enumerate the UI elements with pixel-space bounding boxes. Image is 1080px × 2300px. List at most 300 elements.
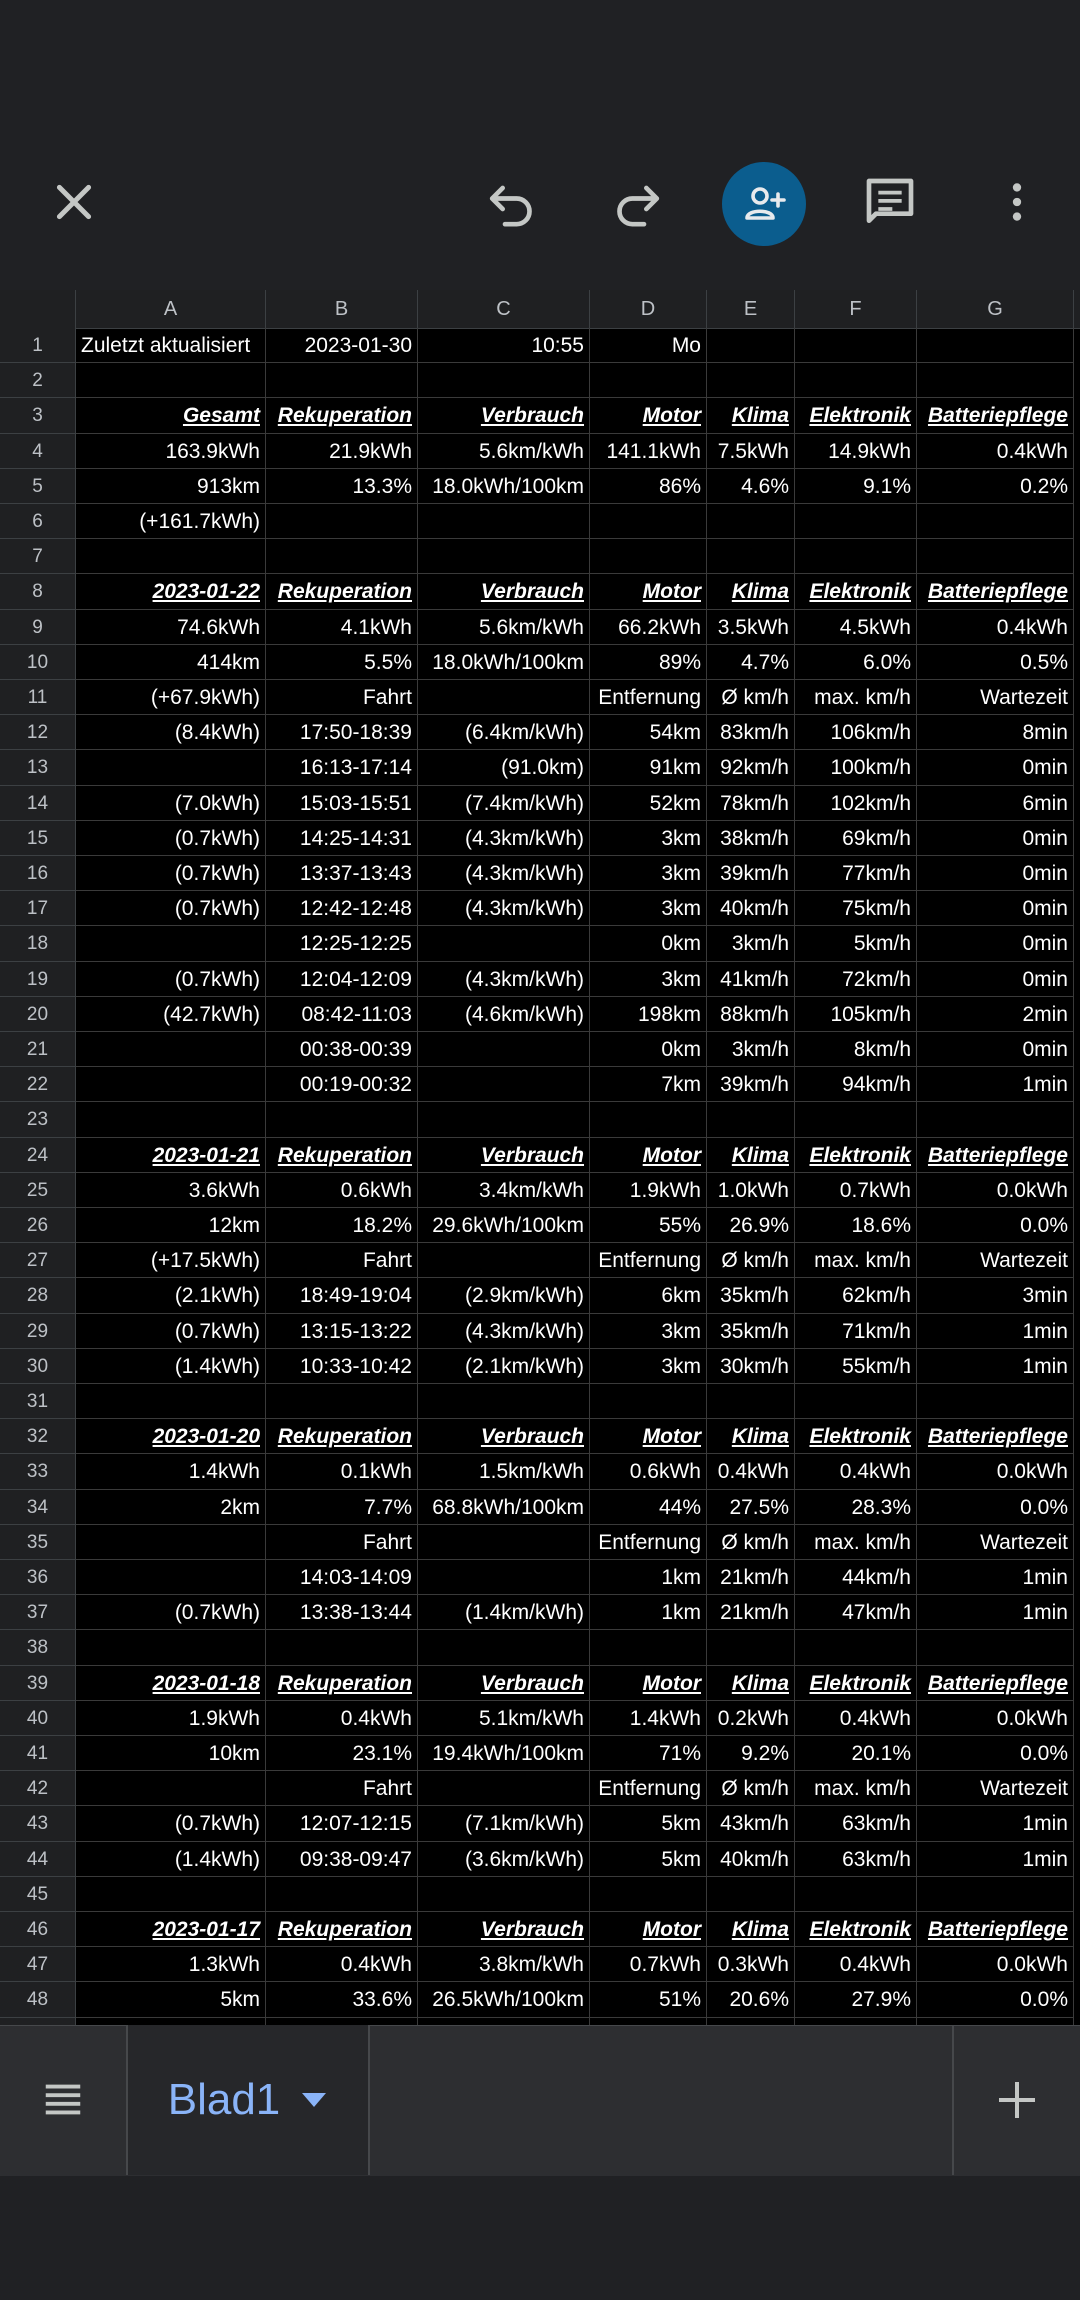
cell-f19[interactable]: 72km/h: [795, 962, 917, 997]
cell-e33[interactable]: 0.4kWh: [707, 1454, 795, 1489]
row-header[interactable]: 6: [0, 504, 76, 539]
cell-e20[interactable]: 88km/h: [707, 997, 795, 1032]
cell-b26[interactable]: 18.2%: [266, 1208, 418, 1243]
cell-f44[interactable]: 63km/h: [795, 1842, 917, 1877]
cell-g8[interactable]: Batteriepflege: [917, 574, 1074, 609]
row-header[interactable]: 4: [0, 434, 76, 469]
cell-c22[interactable]: [418, 1067, 590, 1102]
cell-g18[interactable]: 0min: [917, 926, 1074, 961]
cell-f40[interactable]: 0.4kWh: [795, 1701, 917, 1736]
cell-e11[interactable]: Ø km/h: [707, 680, 795, 715]
cell-f38[interactable]: [795, 1630, 917, 1665]
cell-e22[interactable]: 39km/h: [707, 1067, 795, 1102]
cell-e41[interactable]: 9.2%: [707, 1736, 795, 1771]
cell-f15[interactable]: 69km/h: [795, 821, 917, 856]
cell-b23[interactable]: [266, 1102, 418, 1137]
cell-f2[interactable]: [795, 363, 917, 398]
cell-e17[interactable]: 40km/h: [707, 891, 795, 926]
cell-g37[interactable]: 1min: [917, 1595, 1074, 1630]
all-sheets-button[interactable]: [0, 2025, 126, 2175]
cell-c6[interactable]: [418, 504, 590, 539]
cell-g22[interactable]: 1min: [917, 1067, 1074, 1102]
cell-g16[interactable]: 0min: [917, 856, 1074, 891]
cell-c31[interactable]: [418, 1384, 590, 1419]
cell-a21[interactable]: [76, 1032, 266, 1067]
cell-a29[interactable]: (0.7kWh): [76, 1314, 266, 1349]
cell-b45[interactable]: [266, 1877, 418, 1912]
cell-f23[interactable]: [795, 1102, 917, 1137]
cell-d36[interactable]: 1km: [590, 1560, 707, 1595]
cell-f21[interactable]: 8km/h: [795, 1032, 917, 1067]
row-header[interactable]: 33: [0, 1454, 76, 1489]
cell-e12[interactable]: 83km/h: [707, 715, 795, 750]
cell-b25[interactable]: 0.6kWh: [266, 1173, 418, 1208]
cell-e45[interactable]: [707, 1877, 795, 1912]
cell-a47[interactable]: 1.3kWh: [76, 1947, 266, 1982]
cell-b14[interactable]: 15:03-15:51: [266, 786, 418, 821]
cell-f42[interactable]: max. km/h: [795, 1771, 917, 1806]
column-header-b[interactable]: B: [266, 290, 418, 328]
cell-c10[interactable]: 18.0kWh/100km: [418, 645, 590, 680]
cell-g7[interactable]: [917, 539, 1074, 574]
row-header[interactable]: 34: [0, 1490, 76, 1525]
cell-f11[interactable]: max. km/h: [795, 680, 917, 715]
cell-g28[interactable]: 3min: [917, 1278, 1074, 1313]
cell-d16[interactable]: 3km: [590, 856, 707, 891]
cell-c36[interactable]: [418, 1560, 590, 1595]
cell-g21[interactable]: 0min: [917, 1032, 1074, 1067]
cell-a33[interactable]: 1.4kWh: [76, 1454, 266, 1489]
cell-f41[interactable]: 20.1%: [795, 1736, 917, 1771]
cell-d33[interactable]: 0.6kWh: [590, 1454, 707, 1489]
cell-c14[interactable]: (7.4km/kWh): [418, 786, 590, 821]
cell-f32[interactable]: Elektronik: [795, 1419, 917, 1454]
cell-f27[interactable]: max. km/h: [795, 1243, 917, 1278]
cell-c34[interactable]: 68.8kWh/100km: [418, 1490, 590, 1525]
cell-f37[interactable]: 47km/h: [795, 1595, 917, 1630]
cell-c39[interactable]: Verbrauch: [418, 1666, 590, 1701]
cell-e27[interactable]: Ø km/h: [707, 1243, 795, 1278]
cell-f39[interactable]: Elektronik: [795, 1666, 917, 1701]
column-header-f[interactable]: F: [795, 290, 917, 328]
cell-c4[interactable]: 5.6km/kWh: [418, 434, 590, 469]
cell-e29[interactable]: 35km/h: [707, 1314, 795, 1349]
cell-a28[interactable]: (2.1kWh): [76, 1278, 266, 1313]
cell-g33[interactable]: 0.0kWh: [917, 1454, 1074, 1489]
row-header[interactable]: 7: [0, 539, 76, 574]
cell-e7[interactable]: [707, 539, 795, 574]
cell-a9[interactable]: 74.6kWh: [76, 610, 266, 645]
cell-b24[interactable]: Rekuperation: [266, 1138, 418, 1173]
cell-e15[interactable]: 38km/h: [707, 821, 795, 856]
cell-e6[interactable]: [707, 504, 795, 539]
cell-e36[interactable]: 21km/h: [707, 1560, 795, 1595]
cell-a36[interactable]: [76, 1560, 266, 1595]
column-header-e[interactable]: E: [707, 290, 795, 328]
cell-g48[interactable]: 0.0%: [917, 1982, 1074, 2017]
cell-g19[interactable]: 0min: [917, 962, 1074, 997]
row-header[interactable]: 11: [0, 680, 76, 715]
cell-e40[interactable]: 0.2kWh: [707, 1701, 795, 1736]
cell-e19[interactable]: 41km/h: [707, 962, 795, 997]
cell-c18[interactable]: [418, 926, 590, 961]
cell-c26[interactable]: 29.6kWh/100km: [418, 1208, 590, 1243]
close-button[interactable]: [32, 160, 116, 244]
cell-f31[interactable]: [795, 1384, 917, 1419]
cell-e1[interactable]: [707, 328, 795, 363]
cell-f5[interactable]: 9.1%: [795, 469, 917, 504]
cell-g12[interactable]: 8min: [917, 715, 1074, 750]
cell-c5[interactable]: 18.0kWh/100km: [418, 469, 590, 504]
cell-c43[interactable]: (7.1km/kWh): [418, 1806, 590, 1841]
cell-d13[interactable]: 91km: [590, 750, 707, 785]
cell-g4[interactable]: 0.4kWh: [917, 434, 1074, 469]
cell-d14[interactable]: 52km: [590, 786, 707, 821]
cell-g20[interactable]: 2min: [917, 997, 1074, 1032]
cell-b41[interactable]: 23.1%: [266, 1736, 418, 1771]
cell-c40[interactable]: 5.1km/kWh: [418, 1701, 590, 1736]
cell-a18[interactable]: [76, 926, 266, 961]
cell-g42[interactable]: Wartezeit: [917, 1771, 1074, 1806]
row-header[interactable]: 47: [0, 1947, 76, 1982]
select-all-corner[interactable]: [0, 290, 76, 328]
cell-a17[interactable]: (0.7kWh): [76, 891, 266, 926]
cell-c11[interactable]: [418, 680, 590, 715]
cell-e18[interactable]: 3km/h: [707, 926, 795, 961]
cell-d18[interactable]: 0km: [590, 926, 707, 961]
cell-f46[interactable]: Elektronik: [795, 1912, 917, 1947]
row-header[interactable]: 20: [0, 997, 76, 1032]
cell-d23[interactable]: [590, 1102, 707, 1137]
cell-a8[interactable]: 2023-01-22: [76, 574, 266, 609]
cell-e47[interactable]: 0.3kWh: [707, 1947, 795, 1982]
cell-d8[interactable]: Motor: [590, 574, 707, 609]
cell-e37[interactable]: 21km/h: [707, 1595, 795, 1630]
row-header[interactable]: 9: [0, 610, 76, 645]
cell-d10[interactable]: 89%: [590, 645, 707, 680]
cell-b42[interactable]: Fahrt: [266, 1771, 418, 1806]
cell-a5[interactable]: 913km: [76, 469, 266, 504]
cell-b47[interactable]: 0.4kWh: [266, 1947, 418, 1982]
row-header[interactable]: 45: [0, 1877, 76, 1912]
cell-b19[interactable]: 12:04-12:09: [266, 962, 418, 997]
cell-f10[interactable]: 6.0%: [795, 645, 917, 680]
cell-d26[interactable]: 55%: [590, 1208, 707, 1243]
row-header[interactable]: 28: [0, 1278, 76, 1313]
cell-b48[interactable]: 33.6%: [266, 1982, 418, 2017]
cell-c45[interactable]: [418, 1877, 590, 1912]
cell-g5[interactable]: 0.2%: [917, 469, 1074, 504]
comment-button[interactable]: [848, 160, 932, 244]
row-header[interactable]: 25: [0, 1173, 76, 1208]
cell-b9[interactable]: 4.1kWh: [266, 610, 418, 645]
cell-a6[interactable]: (+161.7kWh): [76, 504, 266, 539]
cell-a4[interactable]: 163.9kWh: [76, 434, 266, 469]
cell-b31[interactable]: [266, 1384, 418, 1419]
cell-c8[interactable]: Verbrauch: [418, 574, 590, 609]
row-header[interactable]: 16: [0, 856, 76, 891]
cell-g41[interactable]: 0.0%: [917, 1736, 1074, 1771]
cell-b11[interactable]: Fahrt: [266, 680, 418, 715]
cell-e30[interactable]: 30km/h: [707, 1349, 795, 1384]
cell-d9[interactable]: 66.2kWh: [590, 610, 707, 645]
cell-e32[interactable]: Klima: [707, 1419, 795, 1454]
cell-b18[interactable]: 12:25-12:25: [266, 926, 418, 961]
cell-c47[interactable]: 3.8km/kWh: [418, 1947, 590, 1982]
cell-e39[interactable]: Klima: [707, 1666, 795, 1701]
row-header[interactable]: 37: [0, 1595, 76, 1630]
cell-g45[interactable]: [917, 1877, 1074, 1912]
cell-a14[interactable]: (7.0kWh): [76, 786, 266, 821]
cell-b13[interactable]: 16:13-17:14: [266, 750, 418, 785]
cell-b28[interactable]: 18:49-19:04: [266, 1278, 418, 1313]
cell-g32[interactable]: Batteriepflege: [917, 1419, 1074, 1454]
cell-g39[interactable]: Batteriepflege: [917, 1666, 1074, 1701]
row-header[interactable]: 10: [0, 645, 76, 680]
cell-b32[interactable]: Rekuperation: [266, 1419, 418, 1454]
cell-f36[interactable]: 44km/h: [795, 1560, 917, 1595]
row-header[interactable]: 14: [0, 786, 76, 821]
cell-d21[interactable]: 0km: [590, 1032, 707, 1067]
cell-d15[interactable]: 3km: [590, 821, 707, 856]
cell-f7[interactable]: [795, 539, 917, 574]
cell-b5[interactable]: 13.3%: [266, 469, 418, 504]
cell-d28[interactable]: 6km: [590, 1278, 707, 1313]
share-button[interactable]: [722, 162, 806, 246]
column-header-a[interactable]: A: [76, 290, 266, 328]
cell-a7[interactable]: [76, 539, 266, 574]
cell-a37[interactable]: (0.7kWh): [76, 1595, 266, 1630]
cell-c16[interactable]: (4.3km/kWh): [418, 856, 590, 891]
cell-g24[interactable]: Batteriepflege: [917, 1138, 1074, 1173]
cell-b2[interactable]: [266, 363, 418, 398]
cell-c13[interactable]: (91.0km): [418, 750, 590, 785]
cell-d39[interactable]: Motor: [590, 1666, 707, 1701]
cell-f20[interactable]: 105km/h: [795, 997, 917, 1032]
cell-e38[interactable]: [707, 1630, 795, 1665]
cell-a23[interactable]: [76, 1102, 266, 1137]
cell-f1[interactable]: [795, 328, 917, 363]
cell-d32[interactable]: Motor: [590, 1419, 707, 1454]
cell-g47[interactable]: 0.0kWh: [917, 1947, 1074, 1982]
spreadsheet-grid[interactable]: [0, 290, 1080, 2025]
cell-e4[interactable]: 7.5kWh: [707, 434, 795, 469]
row-header[interactable]: 48: [0, 1982, 76, 2017]
cell-c32[interactable]: Verbrauch: [418, 1419, 590, 1454]
cell-a32[interactable]: 2023-01-20: [76, 1419, 266, 1454]
cell-a26[interactable]: 12km: [76, 1208, 266, 1243]
cell-f29[interactable]: 71km/h: [795, 1314, 917, 1349]
cell-c2[interactable]: [418, 363, 590, 398]
cell-g46[interactable]: Batteriepflege: [917, 1912, 1074, 1947]
cell-d22[interactable]: 7km: [590, 1067, 707, 1102]
cell-e34[interactable]: 27.5%: [707, 1490, 795, 1525]
cell-f17[interactable]: 75km/h: [795, 891, 917, 926]
row-header[interactable]: 31: [0, 1384, 76, 1419]
cell-a19[interactable]: (0.7kWh): [76, 962, 266, 997]
cell-g30[interactable]: 1min: [917, 1349, 1074, 1384]
row-header[interactable]: 35: [0, 1525, 76, 1560]
cell-a40[interactable]: 1.9kWh: [76, 1701, 266, 1736]
cell-c30[interactable]: (2.1km/kWh): [418, 1349, 590, 1384]
cell-d34[interactable]: 44%: [590, 1490, 707, 1525]
row-header[interactable]: 38: [0, 1630, 76, 1665]
cell-e3[interactable]: Klima: [707, 398, 795, 433]
cell-f4[interactable]: 14.9kWh: [795, 434, 917, 469]
cell-e43[interactable]: 43km/h: [707, 1806, 795, 1841]
cell-a3[interactable]: Gesamt: [76, 398, 266, 433]
cell-g35[interactable]: Wartezeit: [917, 1525, 1074, 1560]
cell-f13[interactable]: 100km/h: [795, 750, 917, 785]
cell-a44[interactable]: (1.4kWh): [76, 1842, 266, 1877]
cell-c25[interactable]: 3.4km/kWh: [418, 1173, 590, 1208]
cell-c46[interactable]: Verbrauch: [418, 1912, 590, 1947]
row-header[interactable]: 13: [0, 750, 76, 785]
cell-f14[interactable]: 102km/h: [795, 786, 917, 821]
row-header[interactable]: 41: [0, 1736, 76, 1771]
cell-g11[interactable]: Wartezeit: [917, 680, 1074, 715]
row-header[interactable]: 30: [0, 1349, 76, 1384]
cell-e31[interactable]: [707, 1384, 795, 1419]
row-header[interactable]: 2: [0, 363, 76, 398]
cell-e46[interactable]: Klima: [707, 1912, 795, 1947]
cell-g23[interactable]: [917, 1102, 1074, 1137]
cell-f3[interactable]: Elektronik: [795, 398, 917, 433]
cell-a30[interactable]: (1.4kWh): [76, 1349, 266, 1384]
cell-e13[interactable]: 92km/h: [707, 750, 795, 785]
cell-b12[interactable]: 17:50-18:39: [266, 715, 418, 750]
cell-c33[interactable]: 1.5km/kWh: [418, 1454, 590, 1489]
cell-a13[interactable]: [76, 750, 266, 785]
cell-a20[interactable]: (42.7kWh): [76, 997, 266, 1032]
cell-a42[interactable]: [76, 1771, 266, 1806]
cell-d11[interactable]: Entfernung: [590, 680, 707, 715]
cell-c38[interactable]: [418, 1630, 590, 1665]
row-header[interactable]: 21: [0, 1032, 76, 1067]
cell-d3[interactable]: Motor: [590, 398, 707, 433]
cell-d47[interactable]: 0.7kWh: [590, 1947, 707, 1982]
cell-d12[interactable]: 54km: [590, 715, 707, 750]
cell-b29[interactable]: 13:15-13:22: [266, 1314, 418, 1349]
cell-g25[interactable]: 0.0kWh: [917, 1173, 1074, 1208]
row-header[interactable]: 17: [0, 891, 76, 926]
cell-e16[interactable]: 39km/h: [707, 856, 795, 891]
row-header[interactable]: 22: [0, 1067, 76, 1102]
cell-d31[interactable]: [590, 1384, 707, 1419]
cell-d29[interactable]: 3km: [590, 1314, 707, 1349]
cell-g2[interactable]: [917, 363, 1074, 398]
cell-g6[interactable]: [917, 504, 1074, 539]
cell-a43[interactable]: (0.7kWh): [76, 1806, 266, 1841]
cell-f33[interactable]: 0.4kWh: [795, 1454, 917, 1489]
cell-c27[interactable]: [418, 1243, 590, 1278]
cell-f47[interactable]: 0.4kWh: [795, 1947, 917, 1982]
cell-b8[interactable]: Rekuperation: [266, 574, 418, 609]
cell-f28[interactable]: 62km/h: [795, 1278, 917, 1313]
cell-a16[interactable]: (0.7kWh): [76, 856, 266, 891]
cell-b15[interactable]: 14:25-14:31: [266, 821, 418, 856]
cell-g34[interactable]: 0.0%: [917, 1490, 1074, 1525]
row-header[interactable]: 8: [0, 574, 76, 609]
cell-b37[interactable]: 13:38-13:44: [266, 1595, 418, 1630]
cell-c9[interactable]: 5.6km/kWh: [418, 610, 590, 645]
cell-e23[interactable]: [707, 1102, 795, 1137]
cell-b27[interactable]: Fahrt: [266, 1243, 418, 1278]
cell-d35[interactable]: Entfernung: [590, 1525, 707, 1560]
cell-d1[interactable]: Mo: [590, 328, 707, 363]
cell-d2[interactable]: [590, 363, 707, 398]
row-header[interactable]: 40: [0, 1701, 76, 1736]
row-header[interactable]: 46: [0, 1912, 76, 1947]
cell-d44[interactable]: 5km: [590, 1842, 707, 1877]
cell-c12[interactable]: (6.4km/kWh): [418, 715, 590, 750]
cell-e24[interactable]: Klima: [707, 1138, 795, 1173]
cell-b34[interactable]: 7.7%: [266, 1490, 418, 1525]
cell-f30[interactable]: 55km/h: [795, 1349, 917, 1384]
cell-d45[interactable]: [590, 1877, 707, 1912]
row-header[interactable]: 44: [0, 1842, 76, 1877]
cell-c42[interactable]: [418, 1771, 590, 1806]
cell-b20[interactable]: 08:42-11:03: [266, 997, 418, 1032]
cell-a35[interactable]: [76, 1525, 266, 1560]
cell-c20[interactable]: (4.6km/kWh): [418, 997, 590, 1032]
cell-d25[interactable]: 1.9kWh: [590, 1173, 707, 1208]
cell-b3[interactable]: Rekuperation: [266, 398, 418, 433]
column-header-g[interactable]: G: [917, 290, 1074, 328]
cell-a48[interactable]: 5km: [76, 1982, 266, 2017]
cell-g9[interactable]: 0.4kWh: [917, 610, 1074, 645]
cell-d24[interactable]: Motor: [590, 1138, 707, 1173]
row-header[interactable]: 27: [0, 1243, 76, 1278]
cell-a24[interactable]: 2023-01-21: [76, 1138, 266, 1173]
cell-b33[interactable]: 0.1kWh: [266, 1454, 418, 1489]
row-header[interactable]: 32: [0, 1419, 76, 1454]
cell-a45[interactable]: [76, 1877, 266, 1912]
row-header[interactable]: 3: [0, 398, 76, 433]
cell-a10[interactable]: 414km: [76, 645, 266, 680]
cell-f34[interactable]: 28.3%: [795, 1490, 917, 1525]
cell-a15[interactable]: (0.7kWh): [76, 821, 266, 856]
column-header-c[interactable]: C: [418, 290, 590, 328]
cell-c44[interactable]: (3.6km/kWh): [418, 1842, 590, 1877]
cell-b44[interactable]: 09:38-09:47: [266, 1842, 418, 1877]
cell-c7[interactable]: [418, 539, 590, 574]
cell-c37[interactable]: (1.4km/kWh): [418, 1595, 590, 1630]
cell-b39[interactable]: Rekuperation: [266, 1666, 418, 1701]
cell-e5[interactable]: 4.6%: [707, 469, 795, 504]
row-header[interactable]: 24: [0, 1138, 76, 1173]
cell-b21[interactable]: 00:38-00:39: [266, 1032, 418, 1067]
cell-d27[interactable]: Entfernung: [590, 1243, 707, 1278]
cell-g38[interactable]: [917, 1630, 1074, 1665]
cell-f26[interactable]: 18.6%: [795, 1208, 917, 1243]
cell-d38[interactable]: [590, 1630, 707, 1665]
cell-e28[interactable]: 35km/h: [707, 1278, 795, 1313]
cell-a39[interactable]: 2023-01-18: [76, 1666, 266, 1701]
cell-d5[interactable]: 86%: [590, 469, 707, 504]
cell-a1[interactable]: Zuletzt aktualisiert: [76, 328, 266, 363]
cell-c29[interactable]: (4.3km/kWh): [418, 1314, 590, 1349]
cell-c17[interactable]: (4.3km/kWh): [418, 891, 590, 926]
cell-d20[interactable]: 198km: [590, 997, 707, 1032]
cell-b43[interactable]: 12:07-12:15: [266, 1806, 418, 1841]
cell-g31[interactable]: [917, 1384, 1074, 1419]
cell-c41[interactable]: 19.4kWh/100km: [418, 1736, 590, 1771]
cell-f16[interactable]: 77km/h: [795, 856, 917, 891]
cell-a22[interactable]: [76, 1067, 266, 1102]
cell-f9[interactable]: 4.5kWh: [795, 610, 917, 645]
cell-b35[interactable]: Fahrt: [266, 1525, 418, 1560]
